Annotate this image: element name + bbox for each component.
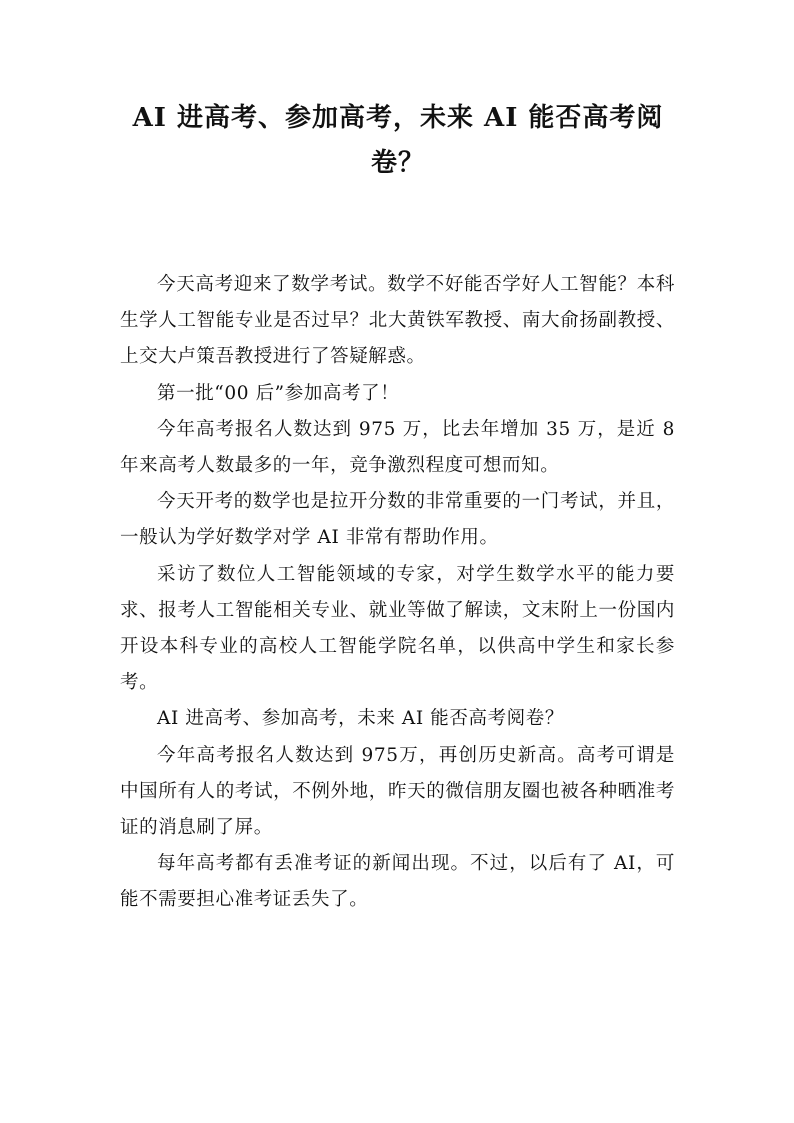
paragraph: 今天高考迎来了数学考试。数学不好能否学好人工智能？本科生学人工智能专业是否过早？北大黄铁军教授、南大俞扬副教授、上交大卢策吾教授进行了答疑解惑。 <box>120 274 675 368</box>
paragraph: 今天开考的数学也是拉开分数的非常重要的一门考试，并且，一般认为学好数学对学 AI 非常有帮助作用。 <box>120 491 675 549</box>
document-title: AI 进高考、参加高考，未来 AI 能否高考阅卷？ <box>132 103 664 178</box>
paragraph: 今年高考报名人数达到 975 万，比去年增加 35 万，是近 8 年来高考人数最多的一年，竞争激烈程度可想而知。 <box>120 418 675 477</box>
paragraph: 第一批“00 后”参加高考了！ <box>157 382 400 404</box>
document-body <box>120 267 675 919</box>
paragraph: 采访了数位人工智能领域的专家，对学生数学水平的能力要求、报考人工智能相关专业、就业等做了解读，文末附上一份国内开设本科专业的高校人工智能学院名单，以供高中学生和家长参考。 <box>120 563 675 694</box>
section-heading-paragraph: AI 进高考、参加高考，未来 AI 能否高考阅卷？ <box>157 708 564 730</box>
paragraph: 今年高考报名人数达到 975万，再创历史新高。高考可谓是中国所有人的考试，不例外地，昨天的微信朋友圈也被各种晒准考证的消息刷了屏。 <box>120 744 675 839</box>
paragraph: 每年高考都有丢准考证的新闻出现。不过，以后有了 AI，可能不需要担心准考证丢失了。 <box>120 853 675 911</box>
